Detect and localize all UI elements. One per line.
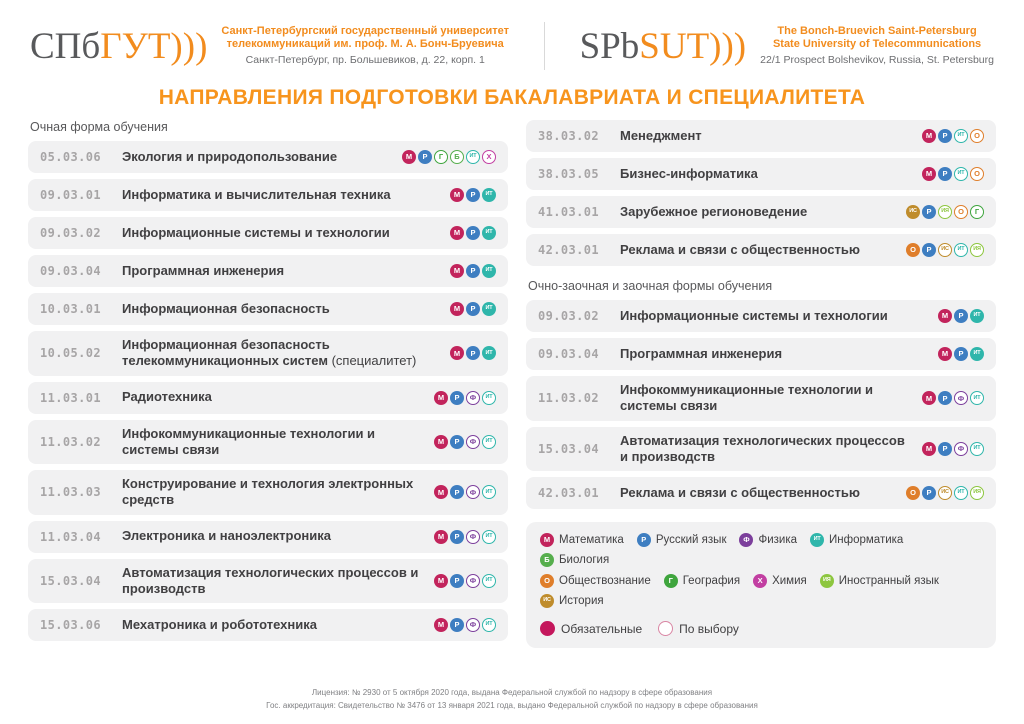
subject-badge-it: ИТ — [482, 485, 496, 499]
program-code: 11.03.01 — [40, 390, 101, 405]
program-code: 11.03.03 — [40, 485, 101, 500]
program-name: Радиотехника — [122, 389, 212, 405]
subject-badges — [450, 302, 496, 316]
legend-item-h — [753, 574, 807, 588]
subject-badge-g: Г — [970, 205, 984, 219]
subject-badge-g: Г — [664, 574, 678, 588]
program-row — [28, 293, 508, 325]
program-name: Автоматизация технологических процессов и производств — [620, 432, 905, 464]
legend-type-label: Обязательные — [561, 621, 643, 636]
legend-subjects-row — [540, 533, 982, 567]
subject-badge-r: Р — [466, 346, 480, 360]
program-name: Электроника и наноэлектроника — [122, 528, 332, 544]
subject-badges — [922, 167, 984, 181]
subject-badge-r: Р — [954, 309, 968, 323]
subject-badge-hi: ИС — [540, 594, 554, 608]
subject-badges — [434, 485, 496, 499]
subject-badge-m: М — [540, 533, 554, 547]
subject-badge-m: М — [922, 167, 936, 181]
legend-type-mandatory — [540, 621, 642, 636]
subject-badges — [450, 264, 496, 278]
logo-ru-suffix-waves-icon: ГУТ))) — [100, 25, 208, 67]
subject-badge-m: М — [938, 309, 952, 323]
legend-item-hi — [540, 594, 604, 608]
header-divider — [544, 22, 545, 70]
subject-badge-h: Х — [482, 150, 496, 164]
legend-subject-label: Биология — [559, 554, 610, 566]
legend-subject-label: Математика — [559, 534, 624, 546]
section-label-parttime: Очно-заочная и заочная формы обучения — [528, 279, 773, 293]
subject-badge-f: Ф — [466, 618, 480, 632]
subject-badge-hi: ИС — [938, 486, 952, 500]
subject-badge-m: М — [938, 347, 952, 361]
university-address-ru — [221, 25, 509, 68]
program-name: Информационная безопасность — [122, 300, 330, 316]
program-code: 10.03.01 — [40, 302, 101, 316]
university-name-ru-line1: Санкт-Петербургский государственный университет — [221, 24, 510, 37]
subject-badge-r: Р — [922, 486, 936, 500]
subject-badge-r: Р — [922, 243, 936, 257]
program-name: Зарубежное регионоведение — [620, 203, 808, 219]
legend-box — [526, 522, 996, 648]
subject-badge-hi: ИС — [906, 205, 920, 219]
subject-badge-m: М — [450, 346, 464, 360]
section-label-fulltime: Очная форма обучения — [30, 120, 168, 134]
subject-badge-it: ИТ — [482, 264, 496, 278]
subject-badge-r: Р — [418, 150, 432, 164]
legend-type-label: По выбору — [679, 621, 739, 636]
program-row — [28, 255, 508, 287]
subject-badges — [906, 486, 984, 500]
legend-item-f — [739, 533, 797, 547]
subject-badge-f: Ф — [739, 533, 753, 547]
university-logo-en — [579, 25, 747, 67]
subject-badge-it: ИТ — [954, 167, 968, 181]
subject-badge-it: ИТ — [970, 442, 984, 456]
university-name-en-line2: State University of Telecommunications — [772, 38, 982, 51]
accreditation-line: Гос. аккредитация: Свидетельство № 3476 от 13 января 2021 года, выдано Федеральной службой по надзору в сфере образования — [266, 700, 758, 710]
program-code: 09.03.01 — [40, 188, 101, 202]
subject-badge-m: М — [922, 129, 936, 143]
subject-badges — [434, 435, 496, 449]
program-code: 15.03.06 — [40, 618, 101, 632]
program-code: 09.03.04 — [538, 347, 599, 361]
subject-badge-r: Р — [922, 205, 936, 219]
program-list-fulltime-right — [526, 120, 996, 266]
legend-item-o — [540, 574, 651, 588]
subject-badge-o: О — [970, 129, 984, 143]
legend-subject-label: История — [559, 595, 604, 607]
subject-badge-m: М — [922, 391, 936, 405]
university-name-ru-line2: телекоммуникаций им. проф. М. А. Бонч-Бруевича — [226, 38, 504, 51]
program-row — [526, 477, 996, 509]
program-row — [28, 382, 508, 414]
subject-badges — [450, 226, 496, 240]
program-note: (специалитет) — [327, 353, 417, 369]
legend-subject-label: Химия — [772, 575, 807, 587]
subject-badges — [938, 347, 984, 361]
program-list-fulltime-left — [28, 141, 508, 641]
mandatory-dot-icon — [540, 621, 555, 636]
subject-badge-m: М — [434, 391, 448, 405]
legend-subject-label: Физика — [758, 534, 798, 546]
program-row — [28, 609, 508, 641]
program-name: Инфокоммуникационные технологии и системы связи — [620, 382, 874, 414]
program-row — [526, 158, 996, 190]
subject-badge-m: М — [434, 485, 448, 499]
program-row — [28, 331, 508, 376]
university-address-ru-line: Санкт-Петербург, пр. Большевиков, д. 22, корп. 1 — [245, 54, 485, 67]
subject-badge-it: ИТ — [482, 188, 496, 202]
column-right — [526, 120, 996, 648]
subject-badge-r: Р — [938, 167, 952, 181]
subject-badge-fl: ИЯ — [938, 205, 952, 219]
license-line: Лицензия: № 2930 от 5 октября 2020 года, выдана Федеральной службой по надзору в сфере образования — [311, 688, 713, 698]
logo-ru-prefix: СПб — [30, 25, 101, 67]
legend-subject-label: Русский язык — [655, 534, 727, 546]
program-name: Информатика и вычислительная техника — [122, 186, 391, 202]
subject-badge-r: Р — [450, 435, 464, 449]
subject-badges — [922, 129, 984, 143]
legend-subject-label: География — [682, 575, 741, 587]
subject-badge-h: Х — [753, 574, 767, 588]
subject-badges — [402, 150, 496, 164]
subject-badge-r: Р — [450, 485, 464, 499]
program-code: 11.03.04 — [40, 529, 101, 544]
legend-item-it — [810, 533, 903, 547]
legend-item-g — [664, 574, 740, 588]
university-name-en-line1: The Bonch-Bruevich Saint-Petersburg — [777, 24, 977, 37]
subject-badge-m: М — [922, 442, 936, 456]
optional-dot-icon — [658, 621, 673, 636]
subject-badge-m: М — [434, 435, 448, 449]
program-row — [526, 120, 996, 152]
subject-badges — [922, 442, 984, 456]
legend-subject-label: Иностранный язык — [838, 575, 939, 587]
subject-badge-it: ИТ — [482, 618, 496, 632]
subject-badge-f: Ф — [466, 485, 480, 499]
program-name: Автоматизация технологических процессов и производств — [122, 564, 419, 596]
subject-badge-fl: ИЯ — [970, 243, 984, 257]
subject-badge-it: ИТ — [810, 533, 824, 547]
program-row — [28, 141, 508, 173]
program-name: Экология и природопользование — [122, 148, 338, 164]
subject-badge-r: Р — [450, 574, 464, 588]
university-address-en — [760, 25, 994, 68]
program-list-parttime — [526, 300, 996, 509]
program-row — [28, 217, 508, 249]
legend-subject-label: Информатика — [829, 534, 904, 546]
program-row — [28, 470, 508, 515]
legend-types-row — [540, 621, 982, 636]
subject-badge-it: ИТ — [482, 435, 496, 449]
header-left-group — [30, 25, 509, 68]
subject-badges — [938, 309, 984, 323]
subject-badge-g: Г — [434, 150, 448, 164]
program-code: 09.03.02 — [538, 309, 599, 323]
subject-badge-o: О — [970, 167, 984, 181]
header-right-group — [580, 25, 994, 68]
subject-badge-it: ИТ — [970, 391, 984, 405]
subject-badge-m: М — [450, 226, 464, 240]
subject-badge-m: М — [434, 574, 448, 588]
subject-badge-it: ИТ — [466, 150, 480, 164]
program-name: Мехатроника и робототехника — [122, 616, 317, 632]
program-row — [526, 300, 996, 332]
program-row — [28, 420, 508, 465]
subject-badge-f: Ф — [954, 391, 968, 405]
program-code: 41.03.01 — [538, 205, 599, 219]
legend-item-r — [637, 533, 727, 547]
program-row — [28, 559, 508, 604]
subject-badge-f: Ф — [466, 530, 480, 544]
subject-badges — [922, 391, 984, 405]
subject-badge-hi: ИС — [938, 243, 952, 257]
subject-badges — [434, 391, 496, 405]
subject-badge-it: ИТ — [954, 243, 968, 257]
subject-badge-r: Р — [938, 442, 952, 456]
subject-badge-o: О — [954, 205, 968, 219]
program-code: 42.03.01 — [538, 486, 599, 500]
subject-badge-r: Р — [450, 391, 464, 405]
program-name: Программная инженерия — [620, 345, 783, 361]
program-row — [28, 179, 508, 211]
subject-badge-f: Ф — [466, 435, 480, 449]
university-address-en-line: 22/1 Prospect Bolshevikov, Russia, St. Petersburg — [760, 54, 994, 67]
subject-badge-it: ИТ — [954, 129, 968, 143]
program-code: 42.03.01 — [538, 243, 599, 257]
program-row — [526, 376, 996, 421]
main-content — [28, 120, 996, 648]
subject-badges — [434, 618, 496, 632]
program-name: Бизнес-информатика — [620, 165, 758, 181]
subject-badge-r: Р — [938, 129, 952, 143]
program-name: Информационные системы и технологии — [122, 224, 390, 240]
subject-badge-m: М — [450, 264, 464, 278]
program-name: Информационные системы и технологии — [620, 307, 888, 323]
program-code: 11.03.02 — [538, 391, 599, 406]
program-name: Менеджмент — [620, 127, 702, 143]
subject-badge-it: ИТ — [954, 486, 968, 500]
program-row — [28, 521, 508, 553]
subject-badges — [434, 574, 496, 588]
legend-item-m — [540, 533, 624, 547]
program-name: Программная инженерия — [122, 262, 285, 278]
legend-subjects-row — [540, 574, 982, 608]
subject-badge-m: М — [402, 150, 416, 164]
program-code: 11.03.02 — [40, 434, 101, 449]
subject-badge-b: Б — [450, 150, 464, 164]
subject-badge-it: ИТ — [970, 347, 984, 361]
subject-badge-m: М — [450, 188, 464, 202]
program-name: Инфокоммуникационные технологии и системы связи — [122, 425, 376, 457]
subject-badges — [434, 530, 496, 544]
subject-badge-it: ИТ — [482, 226, 496, 240]
legend-type-optional — [658, 621, 739, 636]
program-code: 15.03.04 — [538, 441, 599, 456]
legend-subject-label: Обществознание — [559, 575, 651, 587]
subject-badge-r: Р — [466, 302, 480, 316]
subject-badge-r: Р — [938, 391, 952, 405]
subject-badge-f: Ф — [466, 391, 480, 405]
program-code: 09.03.02 — [40, 226, 101, 240]
program-row — [526, 234, 996, 266]
header — [28, 22, 996, 70]
legend-item-b — [540, 553, 609, 567]
footer — [28, 687, 996, 716]
program-row — [526, 338, 996, 370]
subject-badges — [906, 205, 984, 219]
program-row — [526, 427, 996, 472]
subject-badge-it: ИТ — [482, 530, 496, 544]
subject-badge-f: Ф — [954, 442, 968, 456]
program-code: 38.03.02 — [538, 129, 599, 143]
subject-badge-it: ИТ — [970, 309, 984, 323]
subject-badge-r: Р — [450, 530, 464, 544]
subject-badge-o: О — [906, 243, 920, 257]
program-name: Реклама и связи с общественностью — [620, 241, 860, 257]
university-logo-ru — [30, 25, 208, 67]
program-name: Реклама и связи с общественностью — [620, 484, 860, 500]
subject-badge-m: М — [434, 530, 448, 544]
subject-badges — [450, 346, 496, 360]
subject-badge-r: Р — [954, 347, 968, 361]
subject-badges — [450, 188, 496, 202]
subject-badge-r: Р — [466, 188, 480, 202]
program-row — [526, 196, 996, 228]
subject-badge-o: О — [906, 486, 920, 500]
legend-item-fl — [820, 574, 939, 588]
column-left — [28, 120, 508, 641]
subject-badge-fl: ИЯ — [970, 486, 984, 500]
page-title: НАПРАВЛЕНИЯ ПОДГОТОВКИ БАКАЛАВРИАТА И СПЕЦИАЛИТЕТА — [158, 86, 866, 109]
subject-badge-r: Р — [450, 618, 464, 632]
program-code: 09.03.04 — [40, 264, 101, 278]
subject-badge-o: О — [540, 574, 554, 588]
subject-badge-m: М — [450, 302, 464, 316]
subject-badge-it: ИТ — [482, 302, 496, 316]
subject-badge-r: Р — [466, 264, 480, 278]
subject-badge-m: М — [434, 618, 448, 632]
program-name: Информационная безопасность телекоммуникационных систем (специалитет) — [122, 337, 417, 369]
program-name: Конструирование и технология электронных средств — [122, 476, 414, 508]
subject-badge-fl: ИЯ — [820, 574, 834, 588]
program-code: 10.05.02 — [40, 346, 101, 361]
program-code: 15.03.04 — [40, 573, 101, 588]
logo-en-prefix: SPb — [579, 25, 640, 67]
subject-badge-f: Ф — [466, 574, 480, 588]
subject-badge-b: Б — [540, 553, 554, 567]
program-code: 38.03.05 — [538, 167, 599, 181]
program-code: 05.03.06 — [40, 150, 101, 164]
subject-badge-r: Р — [637, 533, 651, 547]
logo-en-suffix-waves-icon: SUT))) — [639, 25, 747, 67]
subject-badges — [906, 243, 984, 257]
subject-badge-it: ИТ — [482, 346, 496, 360]
subject-badge-it: ИТ — [482, 391, 496, 405]
subject-badge-it: ИТ — [482, 574, 496, 588]
subject-badge-r: Р — [466, 226, 480, 240]
